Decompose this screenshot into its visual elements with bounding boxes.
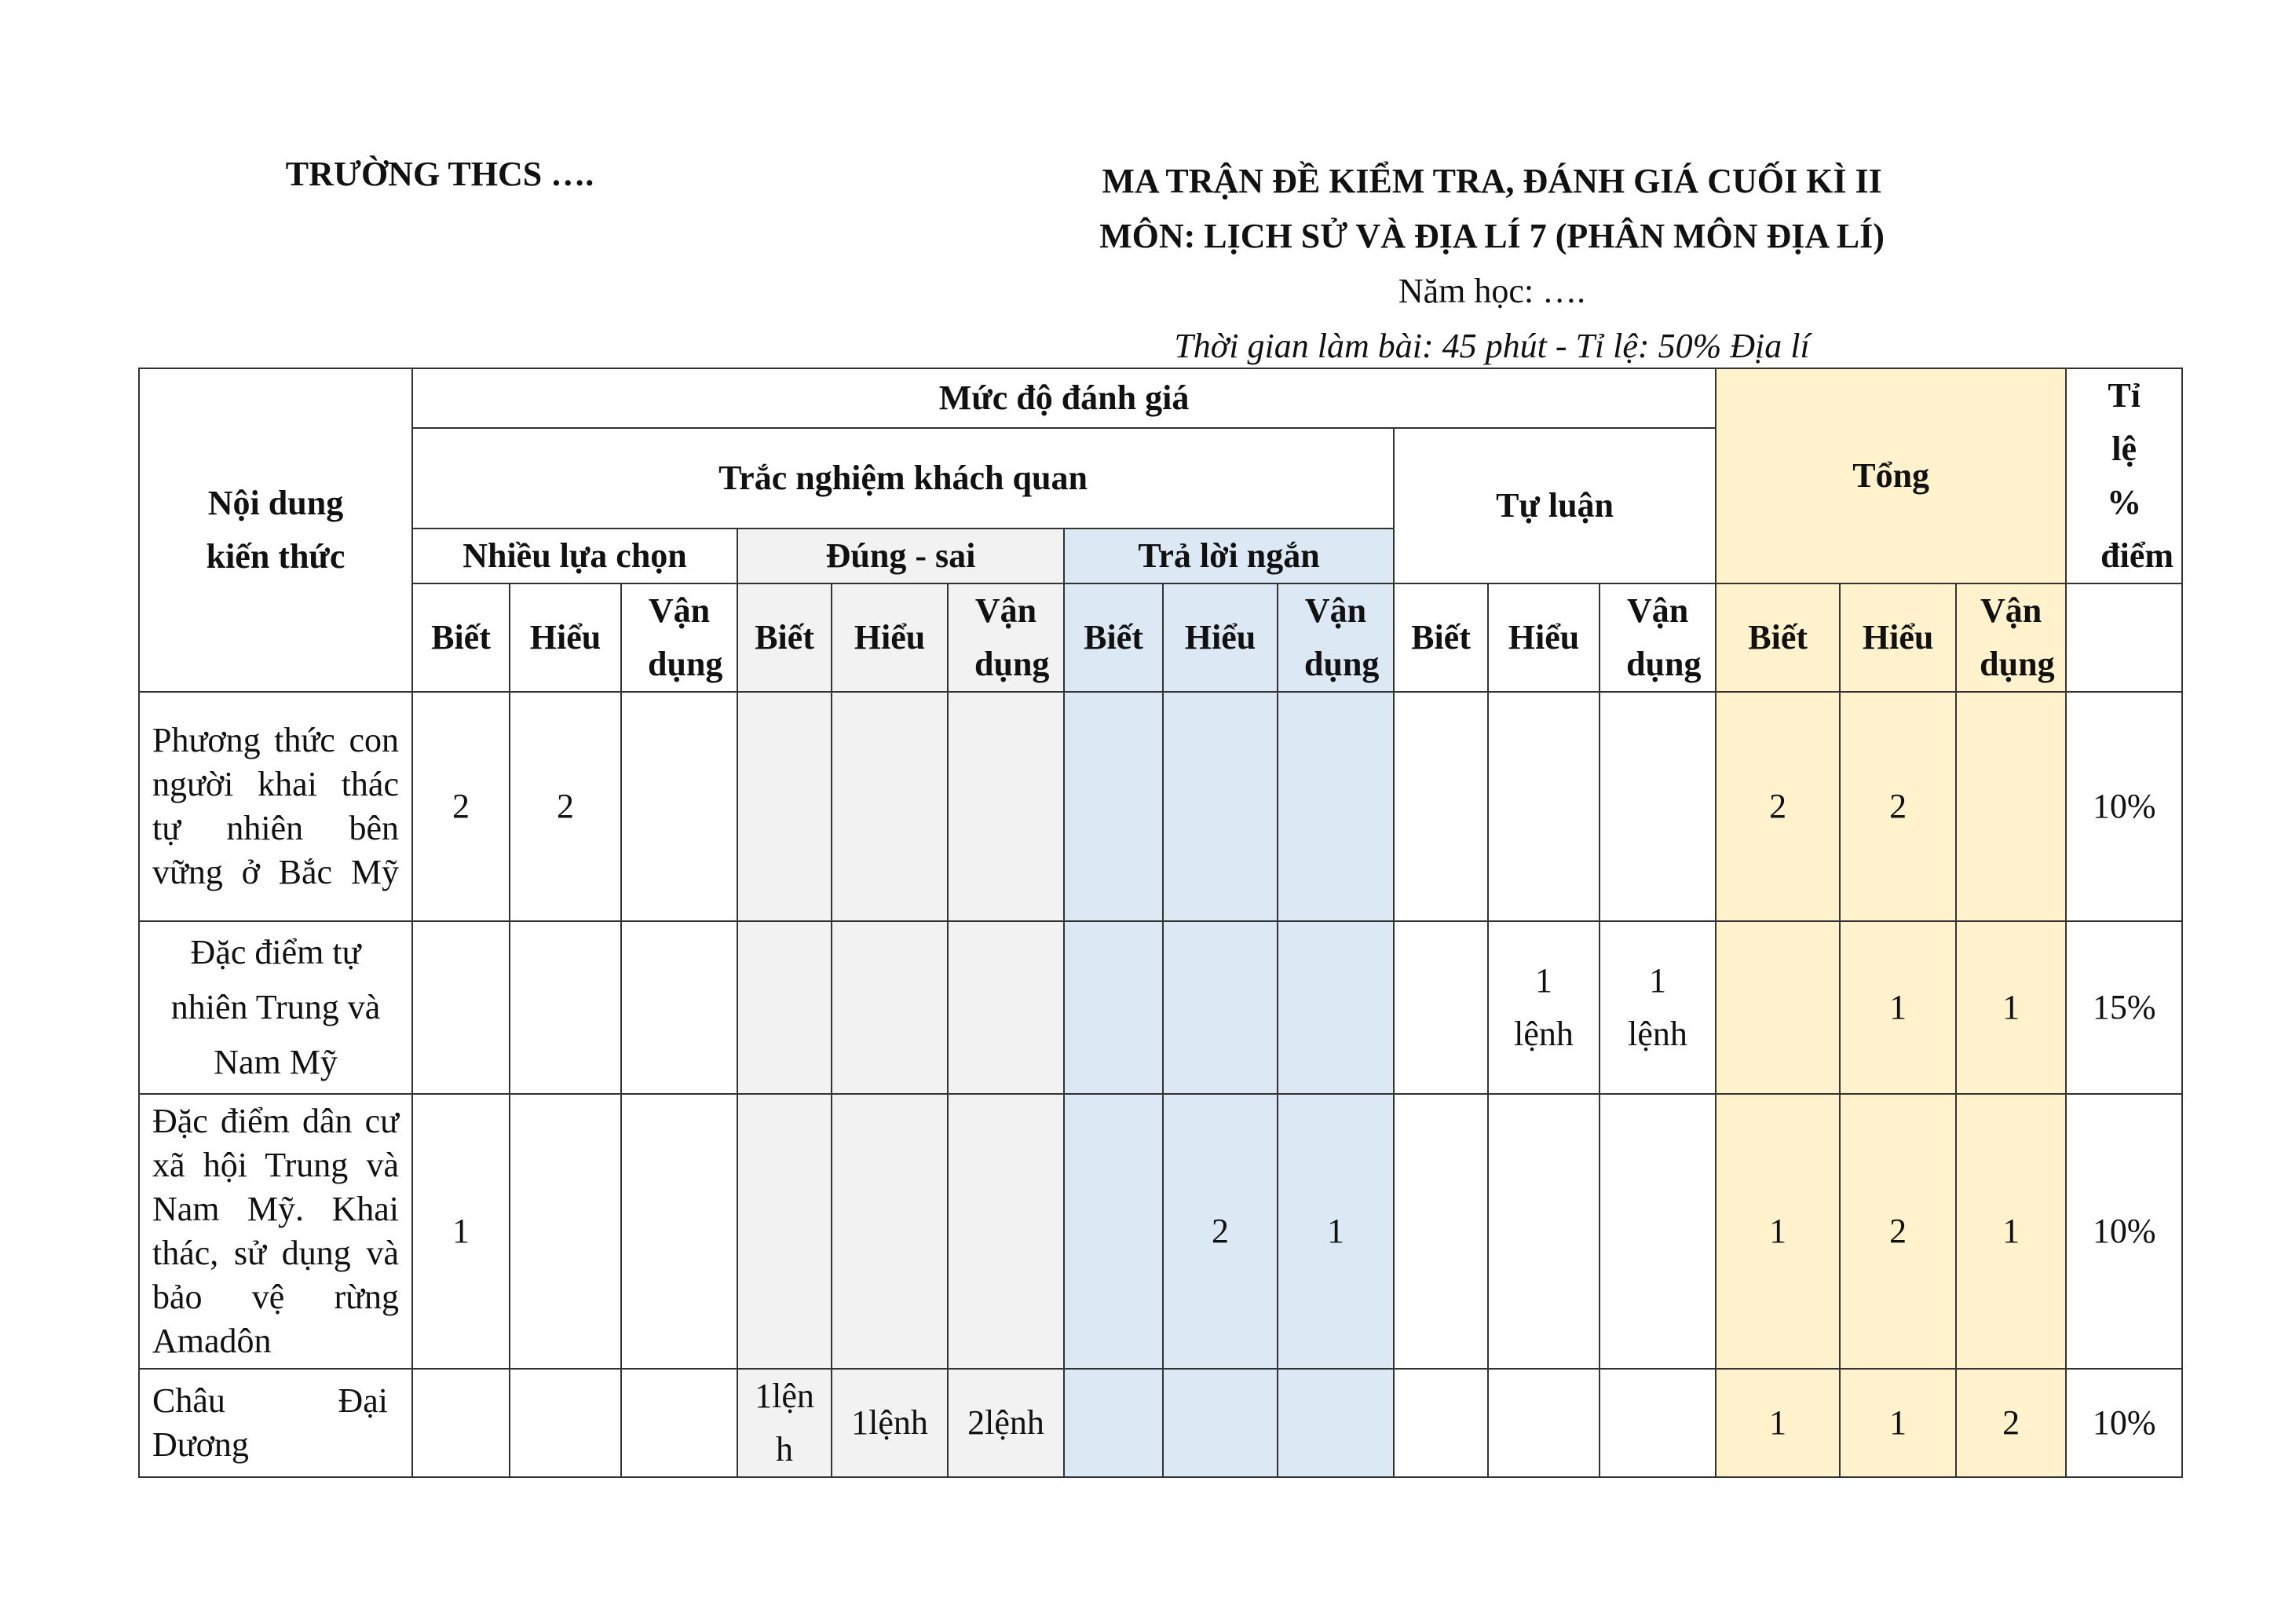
cell bbox=[1278, 1369, 1394, 1477]
cell bbox=[1394, 921, 1488, 1094]
cell bbox=[1956, 692, 2066, 921]
cell bbox=[1716, 921, 1840, 1094]
essay-header: Tự luận bbox=[1394, 428, 1716, 583]
assessment-matrix-table bbox=[138, 368, 2183, 1478]
cell bbox=[1394, 692, 1488, 921]
cell: 1lệnh bbox=[832, 1369, 948, 1477]
header-row-4 bbox=[139, 583, 2182, 692]
cell: 1 bbox=[1278, 1094, 1394, 1369]
ratio-cell: 10% bbox=[2066, 692, 2182, 921]
table-row bbox=[139, 1094, 2182, 1369]
table-row bbox=[139, 1369, 2182, 1477]
table-row bbox=[139, 921, 2182, 1094]
multiple-choice-header: Nhiều lựa chọn bbox=[412, 529, 737, 583]
true-false-header: Đúng - sai bbox=[737, 529, 1064, 583]
cell bbox=[1163, 921, 1278, 1094]
cell bbox=[1488, 1369, 1600, 1477]
cell bbox=[412, 921, 510, 1094]
ratio-cell: 10% bbox=[2066, 1369, 2182, 1477]
row-content: Đặc điểm tự nhiên Trung và Nam Mỹ bbox=[139, 921, 412, 1094]
level-header: Mức độ đánh giá bbox=[412, 368, 1716, 428]
col-know: Biết bbox=[737, 583, 832, 692]
cell: 2 bbox=[1716, 692, 1840, 921]
cell bbox=[1394, 1094, 1488, 1369]
cell: 2lệnh bbox=[948, 1369, 1064, 1477]
cell: 1 lệnh bbox=[1488, 921, 1600, 1094]
short-answer-header: Trả lời ngắn bbox=[1064, 529, 1394, 583]
row-content: Châu Đại Dương bbox=[139, 1369, 412, 1477]
cell bbox=[1488, 1094, 1600, 1369]
cell: 2 bbox=[1840, 1094, 1956, 1369]
cell bbox=[1064, 1369, 1163, 1477]
cell bbox=[1600, 1094, 1716, 1369]
total-header: Tổng bbox=[1716, 368, 2066, 583]
col-know: Biết bbox=[412, 583, 510, 692]
cell bbox=[621, 921, 737, 1094]
cell bbox=[948, 692, 1064, 921]
cell bbox=[1163, 692, 1278, 921]
cell bbox=[1488, 692, 1600, 921]
cell bbox=[1278, 692, 1394, 921]
cell: 1 lệnh bbox=[1600, 921, 1716, 1094]
cell: 1 bbox=[1956, 1094, 2066, 1369]
cell bbox=[737, 692, 832, 921]
col-understand: Hiểu bbox=[832, 583, 948, 692]
cell: 2 bbox=[1163, 1094, 1278, 1369]
col-apply: Vận dụng bbox=[621, 583, 737, 692]
cell bbox=[510, 921, 621, 1094]
col-apply: Vận dụng bbox=[1600, 583, 1716, 692]
header-row-1 bbox=[139, 368, 2182, 428]
cell bbox=[621, 1369, 737, 1477]
cell bbox=[1600, 1369, 1716, 1477]
cell bbox=[621, 692, 737, 921]
cell: 1 bbox=[1716, 1094, 1840, 1369]
col-understand: Hiểu bbox=[510, 583, 621, 692]
col-apply: Vận dụng bbox=[1278, 583, 1394, 692]
col-understand: Hiểu bbox=[1488, 583, 1600, 692]
cell: 2 bbox=[510, 692, 621, 921]
cell bbox=[832, 921, 948, 1094]
cell bbox=[1394, 1369, 1488, 1477]
cell bbox=[832, 1094, 948, 1369]
school-year: Năm học: …. bbox=[1398, 272, 1586, 310]
cell: 2 bbox=[1956, 1369, 2066, 1477]
cell bbox=[412, 1369, 510, 1477]
cell: 1lện h bbox=[737, 1369, 832, 1477]
ratio-cell: 15% bbox=[2066, 921, 2182, 1094]
cell bbox=[1600, 692, 1716, 921]
ratio-cell: 10% bbox=[2066, 1094, 2182, 1369]
row-content: Phương thức con người khai thác tự nhiên bên vững ở Bắc Mỹ bbox=[139, 692, 412, 921]
time-ratio: Thời gian làm bài: 45 phút - Tỉ lệ: 50% Địa lí bbox=[1174, 327, 1810, 365]
cell bbox=[1064, 692, 1163, 921]
table-row bbox=[139, 692, 2182, 921]
cell bbox=[1064, 921, 1163, 1094]
school-name: TRƯỜNG THCS …. bbox=[285, 155, 594, 193]
title-line-2: MÔN: LỊCH SỬ VÀ ĐỊA LÍ 7 (PHÂN MÔN ĐỊA LÍ) bbox=[1099, 217, 1885, 255]
cell bbox=[1163, 1369, 1278, 1477]
cell bbox=[510, 1094, 621, 1369]
cell: 1 bbox=[1716, 1369, 1840, 1477]
col-know: Biết bbox=[1716, 583, 1840, 692]
cell bbox=[737, 1094, 832, 1369]
cell bbox=[510, 1369, 621, 1477]
cell: 1 bbox=[412, 1094, 510, 1369]
cell: 1 bbox=[1840, 921, 1956, 1094]
ratio-empty-cell bbox=[2066, 583, 2182, 692]
title-line-1: MA TRẬN ĐỀ KIỂM TRA, ĐÁNH GIÁ CUỐI KÌ II bbox=[1102, 162, 1882, 200]
col-apply: Vận dụng bbox=[948, 583, 1064, 692]
col-know: Biết bbox=[1394, 583, 1488, 692]
document-heading bbox=[1013, 154, 1971, 374]
objective-header: Trắc nghiệm khách quan bbox=[412, 428, 1394, 529]
cell bbox=[832, 692, 948, 921]
cell bbox=[1064, 1094, 1163, 1369]
cell: 2 bbox=[412, 692, 510, 921]
ratio-header: Tỉ lệ % điểm bbox=[2066, 368, 2182, 583]
cell bbox=[948, 921, 1064, 1094]
cell bbox=[737, 921, 832, 1094]
cell: 1 bbox=[1956, 921, 2066, 1094]
cell bbox=[1278, 921, 1394, 1094]
col-apply: Vận dụng bbox=[1956, 583, 2066, 692]
cell bbox=[948, 1094, 1064, 1369]
col-understand: Hiểu bbox=[1840, 583, 1956, 692]
cell: 2 bbox=[1840, 692, 1956, 921]
row-content: Đặc điểm dân cư xã hội Trung và Nam Mỹ. Khai thác, sử dụng và bảo vệ rừng Amadôn bbox=[139, 1094, 412, 1369]
cell: 1 bbox=[1840, 1369, 1956, 1477]
content-header: Nội dung kiến thức bbox=[139, 368, 412, 692]
col-understand: Hiểu bbox=[1163, 583, 1278, 692]
cell bbox=[621, 1094, 737, 1369]
col-know: Biết bbox=[1064, 583, 1163, 692]
